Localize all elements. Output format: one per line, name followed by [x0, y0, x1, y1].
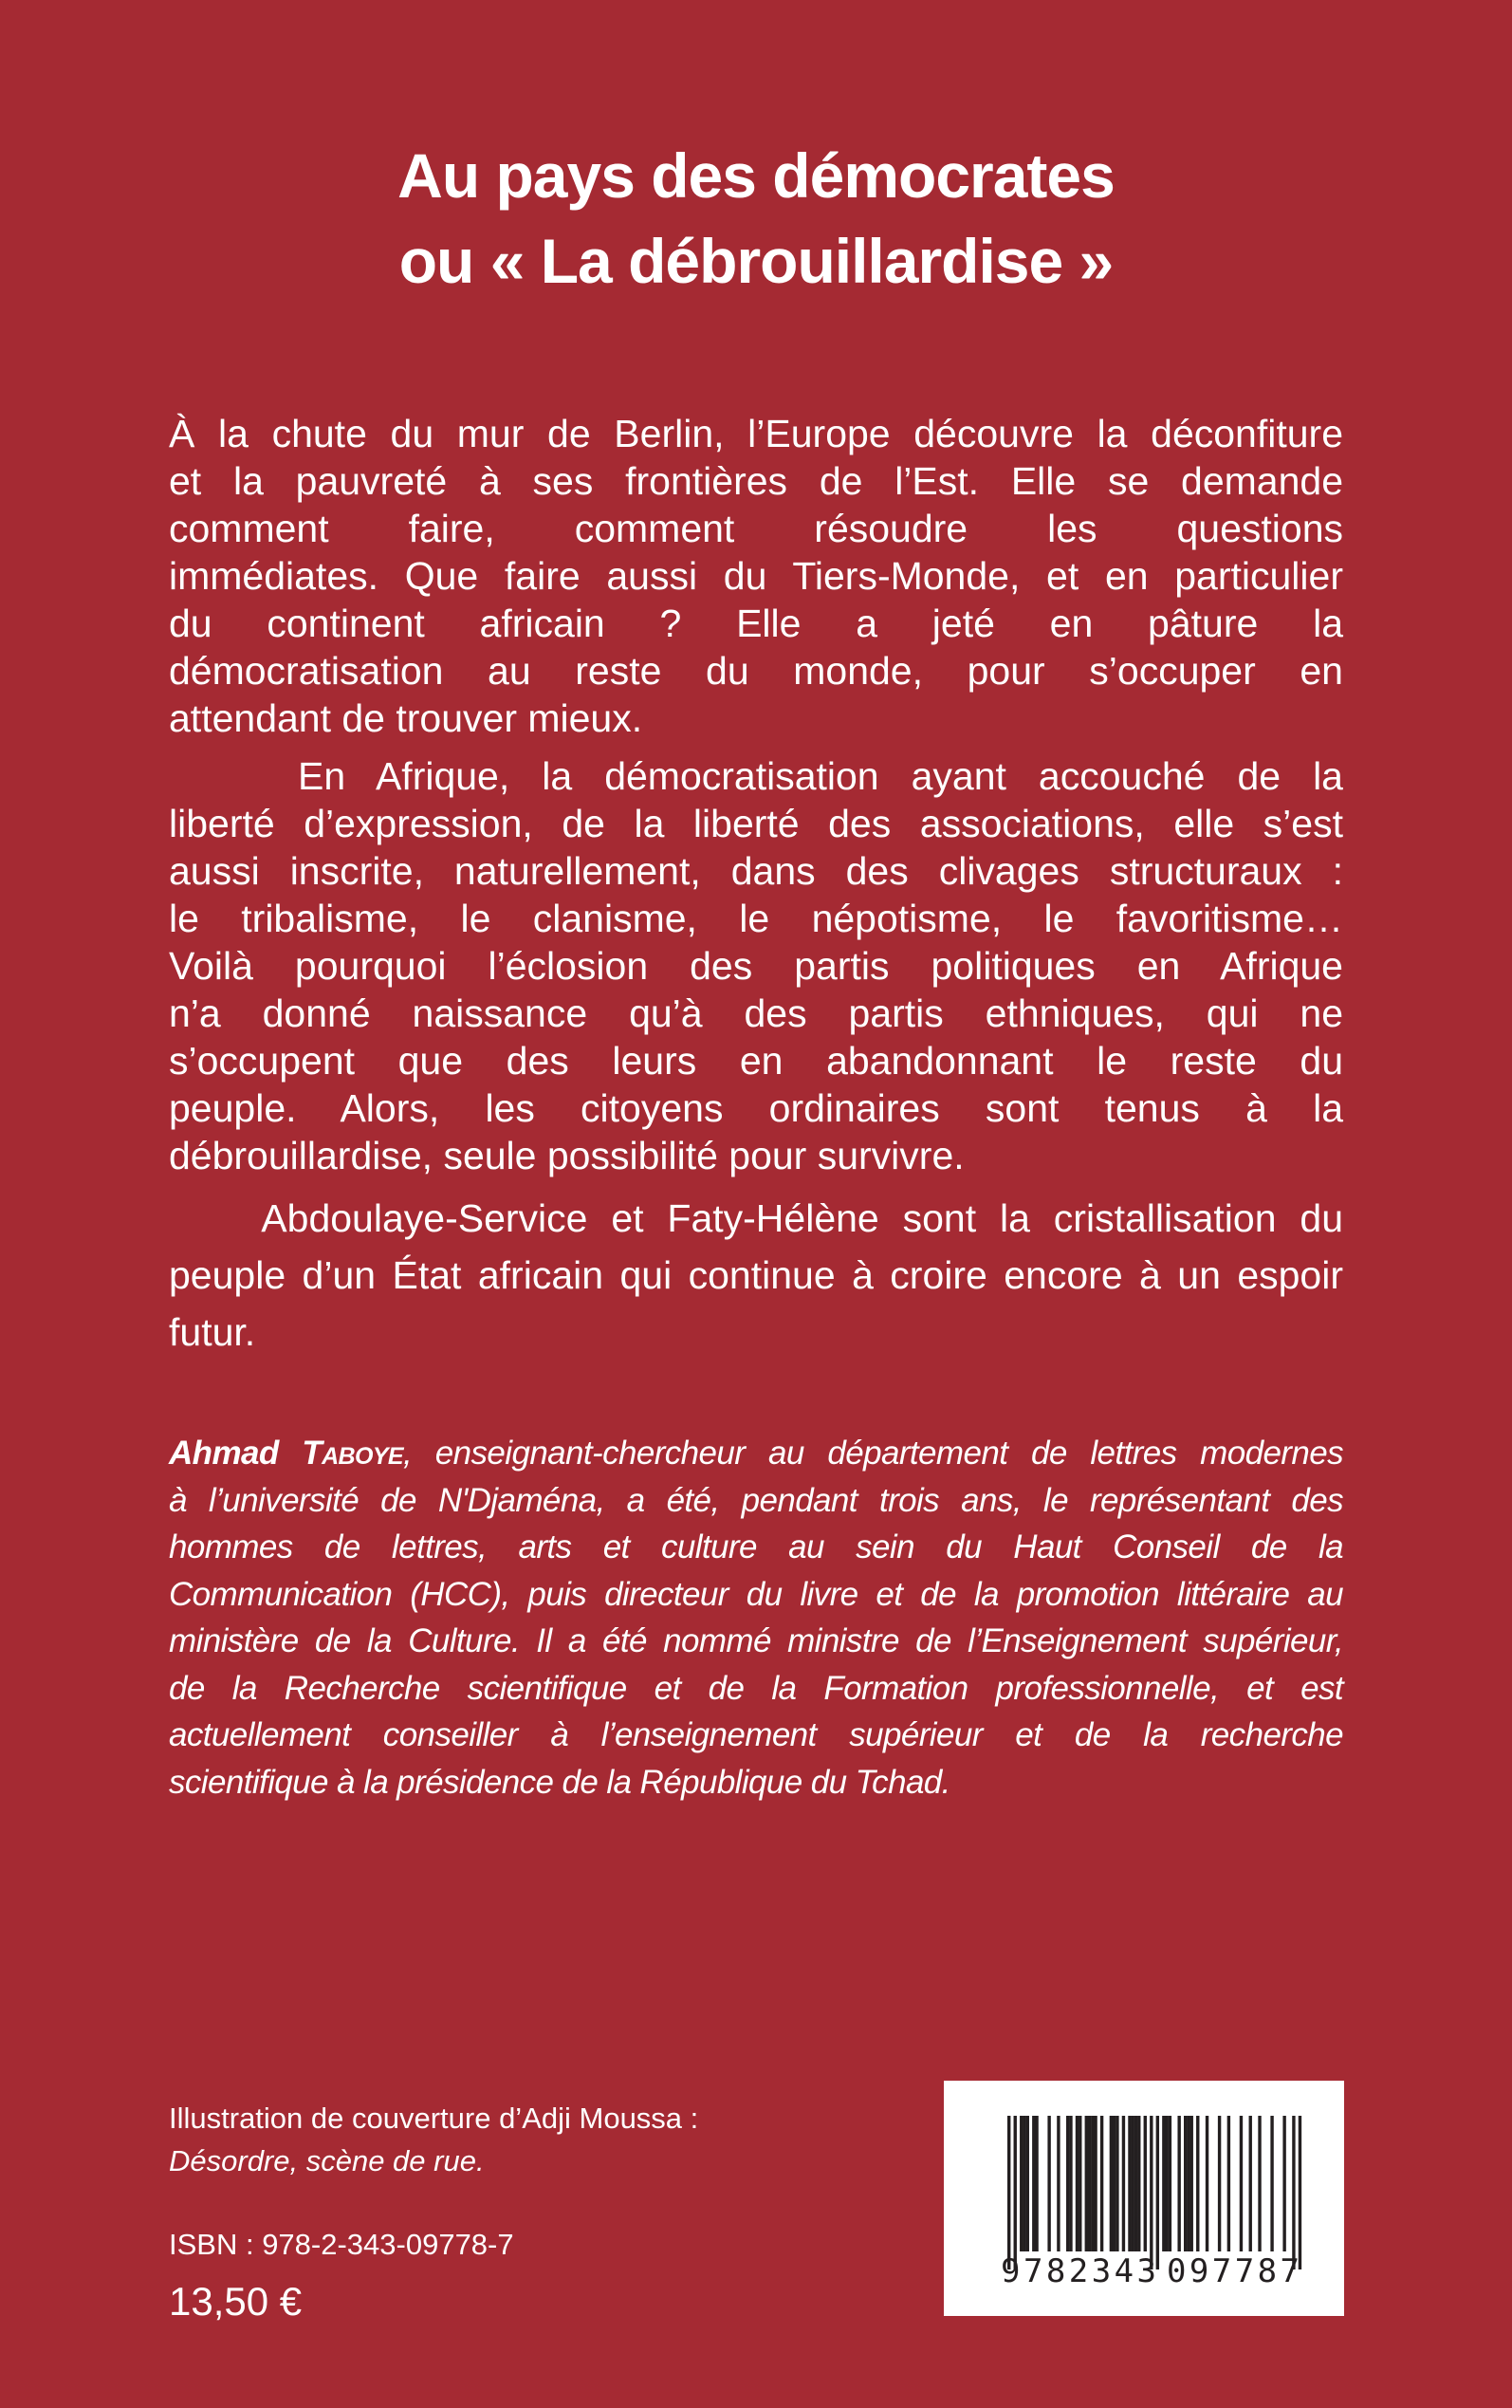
blurb-line: futur. — [169, 1310, 256, 1354]
blurb-line: débrouillardise, seule possibilité pour survivre. — [169, 1134, 965, 1177]
blurb-line: attendant de trouver mieux. — [169, 696, 643, 740]
author-bio — [169, 1430, 1343, 1806]
barcode-bar — [1240, 2116, 1243, 2251]
barcode-bar — [1132, 2116, 1134, 2251]
barcode-bar — [1169, 2116, 1171, 2251]
blurb-line: aussi inscrite, naturellement, dans des clivages structuraux : — [169, 849, 1343, 893]
bio-line — [169, 1430, 1343, 1477]
barcode-bar — [1128, 2116, 1131, 2251]
blurb-line: immédiates. Que faire aussi du Tiers-Monde, et en particulier — [169, 554, 1343, 598]
title-line-2: ou « La débrouillardise » — [398, 226, 1114, 296]
barcode-bar — [1085, 2116, 1088, 2251]
barcode-bar — [1088, 2116, 1091, 2251]
barcode-bar — [1187, 2116, 1189, 2251]
blurb-line: comment faire, comment résoudre les questions — [169, 507, 1343, 550]
barcode-bar — [1100, 2116, 1103, 2251]
price: 13,50 € — [169, 2279, 303, 2324]
barcode-bar — [1184, 2116, 1187, 2251]
barcode-bar — [1137, 2116, 1140, 2251]
barcode-guard-bar — [1299, 2116, 1301, 2269]
barcode-bar — [1249, 2116, 1252, 2251]
barcode-bar — [1047, 2116, 1050, 2251]
barcode-left-digits: 782343 — [1023, 2252, 1156, 2290]
barcode-bar — [1177, 2116, 1180, 2251]
barcode-bar — [1206, 2116, 1208, 2251]
barcode-bar — [1069, 2116, 1072, 2251]
bio-line: actuellement conseiller à l’enseignement supérieur et de la recherche — [169, 1716, 1343, 1753]
barcode-bar — [1026, 2116, 1029, 2251]
barcode-right-digits: 097787 — [1167, 2252, 1300, 2290]
illustration-credit — [169, 2097, 698, 2182]
barcode-bar — [1116, 2116, 1118, 2251]
blurb-line: s’occupent que des leurs en abandonnant le reste du — [169, 1039, 1343, 1083]
barcode — [944, 2081, 1344, 2316]
artwork-title: Désordre, scène de rue. — [169, 2144, 485, 2177]
blurb-line: Voilà pourquoi l’éclosion des partis politiques en Afrique — [169, 944, 1343, 988]
blurb-line: Abdoulaye-Service et Faty-Hélène sont la cristallisation du — [169, 1196, 1343, 1240]
barcode-bar — [1035, 2116, 1038, 2251]
barcode-bar — [1020, 2116, 1023, 2251]
barcode-bar — [1076, 2116, 1079, 2251]
blurb-line: peuple d’un État africain qui continue à croire encore à un espoir — [169, 1253, 1343, 1297]
barcode-bar — [1282, 2116, 1285, 2251]
blurb-line: du continent africain ? Elle a jeté en pâture la — [169, 602, 1343, 645]
barcode-bar — [1023, 2116, 1025, 2251]
blurb-paragraph — [169, 1190, 1343, 1361]
blurb-line: le tribalisme, le clanisme, le népotisme, le favoritisme… — [169, 897, 1343, 940]
barcode-bar — [1218, 2116, 1221, 2251]
barcode-graphic — [944, 2081, 1344, 2316]
barcode-bar — [1196, 2116, 1199, 2251]
bio-line: de la Recherche scientifique et de la Formation professionnelle, et est — [169, 1669, 1343, 1707]
barcode-guard-bar — [1150, 2116, 1152, 2269]
barcode-bar — [1165, 2116, 1168, 2251]
barcode-bar — [1144, 2116, 1147, 2251]
blurb-line: et la pauvreté à ses frontières de l’Est. Elle se demande — [169, 459, 1343, 503]
barcode-bar — [1113, 2116, 1116, 2251]
bio-line: hommes de lettres, arts et culture au sein du Haut Conseil de la — [169, 1528, 1343, 1565]
barcode-bar — [1258, 2116, 1261, 2251]
barcode-bar — [1227, 2116, 1230, 2251]
bio-line: à l’université de N'Djaména, a été, pendant trois ans, le représentant des — [169, 1481, 1343, 1519]
barcode-bar — [1091, 2116, 1094, 2251]
barcode-bar — [1190, 2116, 1193, 2251]
bio-line: Communication (HCC), puis directeur du livre et de la promotion littéraire au — [169, 1575, 1343, 1613]
barcode-guard-bar — [1292, 2116, 1295, 2269]
barcode-bar — [1066, 2116, 1069, 2251]
author-first-name: Ahmad — [169, 1435, 279, 1472]
barcode-bar — [1270, 2116, 1273, 2251]
barcode-bar — [1079, 2116, 1081, 2251]
book-title — [0, 133, 1512, 304]
title-line-1: Au pays des démocrates — [397, 140, 1115, 211]
author-name — [169, 1435, 403, 1472]
blurb-line: À la chute du mur de Berlin, l’Europe découvre la déconfiture — [169, 412, 1343, 455]
barcode-bar — [1094, 2116, 1097, 2251]
blurb-line: liberté d’expression, de la liberté des associations, elle s’est — [169, 802, 1343, 845]
bio-first-line-text: , enseignant-chercheur au département de lettres modernes — [402, 1435, 1343, 1472]
blurb-paragraph — [169, 752, 1343, 1179]
bio-line: ministère de la Culture. Il a été nommé ministre de l’Enseignement supérieur, — [169, 1622, 1343, 1659]
barcode-bar — [1032, 2116, 1035, 2251]
blurb-paragraph — [169, 410, 1343, 742]
isbn: ISBN : 978-2-343-09778-7 — [169, 2228, 514, 2261]
barcode-first-digit: 9 — [1001, 2252, 1021, 2290]
barcode-bar — [1122, 2116, 1125, 2251]
blurb — [169, 410, 1343, 1371]
barcode-bar — [1110, 2116, 1113, 2251]
barcode-guard-bar — [1156, 2116, 1159, 2269]
barcode-guard-bar — [1014, 2116, 1017, 2269]
blurb-line: démocratisation au reste du monde, pour s’occuper en — [169, 649, 1343, 693]
barcode-bar — [1057, 2116, 1060, 2251]
bio-line: scientifique à la présidence de la République du Tchad. — [169, 1763, 950, 1801]
credit-line: Illustration de couverture d’Adji Moussa : — [169, 2102, 699, 2135]
blurb-line: peuple. Alors, les citoyens ordinaires sont tenus à la — [169, 1086, 1343, 1130]
blurb-line: En Afrique, la démocratisation ayant accouché de la — [169, 754, 1343, 798]
barcode-guard-bar — [1007, 2116, 1010, 2269]
barcode-bar — [1134, 2116, 1137, 2251]
blurb-line: n’a donné naissance qu’à des partis ethniques, qui ne — [169, 991, 1343, 1035]
author-last-name: Taboye — [302, 1435, 403, 1472]
barcode-bar — [1162, 2116, 1165, 2251]
